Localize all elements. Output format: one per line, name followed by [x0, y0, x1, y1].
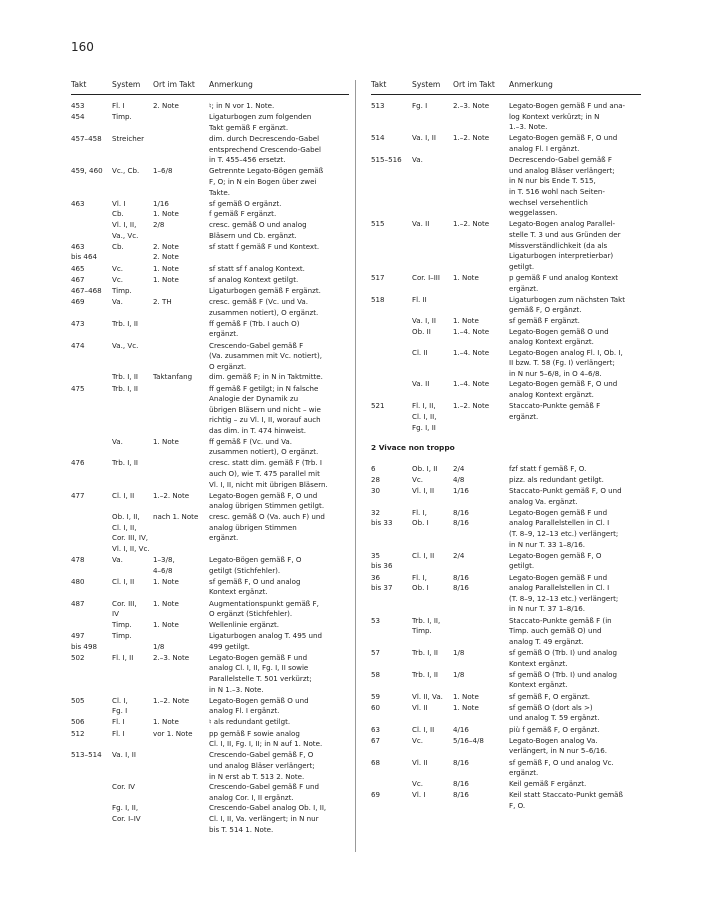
ort-cell: 2/4 [453, 550, 465, 560]
table-row [71, 555, 349, 576]
takt-cell: 475 [71, 383, 85, 393]
anmerkung-cell: ♮; in N vor 1. Note. [209, 101, 275, 110]
table-row [371, 101, 641, 133]
table-row [371, 155, 641, 219]
ort-cell: 1.–2. Note [153, 695, 190, 705]
system-cell: Trb. I, II [112, 458, 139, 468]
ort-cell: 2/4 [453, 463, 465, 473]
ort-cell: 1. Note [153, 263, 179, 273]
takt-cell: 454 [71, 112, 85, 122]
takt-cell: 6 [371, 463, 376, 473]
system-cell: Cb. [112, 241, 124, 251]
table-row [71, 729, 349, 750]
table-row [371, 486, 641, 507]
system-cell: Vc., Cb. [112, 166, 140, 176]
system-cell: Vl. I Cb. Vl. I, II, Va., Vc. [112, 198, 139, 240]
anmerkung-cell: sf gemäß F, O und analog Kontext ergänzt. [209, 576, 301, 597]
ort-cell: 8/16 [453, 789, 469, 799]
takt-cell: 518 [371, 294, 385, 304]
table-row [71, 631, 349, 652]
takt-cell: 32 bis 33 [371, 507, 393, 528]
table-row [71, 696, 349, 717]
ort-cell: 1. Note [153, 274, 179, 284]
takt-cell: 59 [371, 691, 381, 701]
table-row [71, 319, 349, 340]
header-ort: Ort im Takt [153, 80, 195, 89]
anmerkung-cell: Crescendo-Gabel gemäß F, O und analog Bläser verlängert; in N erst ab T. 513 2. Note. Crescendo-Gabel gemäß F und analog Cor. I, II ergänzt. Crescendo-Gabel analog Ob. I, II, Cl. I, II, Va. verlängert; in N nur bis T. 514 1. Note. [209, 750, 327, 834]
anmerkung-cell: Augmentationspunkt gemäß F, O ergänzt (Stichfehler). Wellenlinie ergänzt. [209, 598, 319, 629]
system-cell: Fl. I [112, 101, 125, 110]
ort-cell: 1–6/8 [153, 166, 173, 176]
ort-cell: 2. TH [153, 297, 172, 307]
table-header [371, 80, 641, 95]
ort-cell: 2. Note [153, 101, 179, 110]
takt-cell: 512 [71, 728, 85, 738]
anmerkung-cell: pp gemäß F sowie analog Cl. I, II, Fg. I, II; in N auf 1. Note. [209, 728, 323, 749]
anmerkung-cell: dim. durch Decrescendo-Gabel entsprechend Crescendo-Gabel in T. 455–456 ersetzt. [209, 133, 321, 165]
anmerkung-cell: Legato-Bogen analog Va. verlängert, in N nur 5–6/16. [509, 735, 608, 756]
header-ort: Ort im Takt [453, 80, 495, 89]
anmerkung-cell: fzf statt f gemäß F, O. [509, 463, 587, 473]
takt-cell: 505 [71, 695, 85, 705]
takt-cell: 58 [371, 669, 381, 679]
ort-cell: 8/16 8/16 [453, 572, 469, 593]
anmerkung-cell: sf gemäß F, O ergänzt. [509, 691, 590, 701]
system-cell: Streicher [112, 133, 145, 143]
system-cell: Cl. I, II [412, 724, 435, 734]
system-cell: Trb. I, II [412, 669, 439, 679]
left-rows [71, 101, 349, 835]
takt-cell: 30 [371, 486, 381, 496]
ort-cell: 1. Note 1.–4. Note 1.–4. Note 1.–4. Note [453, 315, 490, 389]
table-row [371, 401, 641, 433]
table-row [71, 101, 349, 112]
system-cell: Timp. [112, 112, 132, 122]
ort-cell: 1/16 [453, 486, 469, 496]
ort-cell: 2.–3. Note [153, 652, 190, 662]
system-cell: Va. [412, 155, 423, 165]
takt-cell: 453 [71, 101, 85, 110]
system-cell: Cl. I, Fg. I [112, 695, 128, 716]
anmerkung-cell: Decrescendo-Gabel gemäß F und analog Bläser verlängert; in N nur bis Ende T. 515, in T. 516 wohl nach Seiten- wechsel versehentlich weggelassen. [509, 155, 615, 218]
system-cell: Trb. I, II Va. [112, 383, 139, 446]
system-cell: Fl. I, II, Cl. I, II, Fg. I, II [412, 401, 437, 432]
anmerkung-cell: Ligaturbogen gemäß F ergänzt. [209, 285, 321, 295]
table-row [71, 286, 349, 297]
takt-cell: 467–468 [71, 285, 102, 295]
header-system: System [112, 80, 141, 89]
table-row [371, 616, 641, 648]
system-cell: Cl. I, II [112, 576, 135, 586]
anmerkung-cell: Ligaturbogen zum nächsten Takt gemäß F, O ergänzt. sf gemäß F ergänzt. Legato-Bogen gemäß O und analog Kontext ergänzt. Legato-Bogen analog Fl. I, Ob. I, II bzw. T. 58 (Fg. I) verlängert; in N nur 5–6/8, in O 4–6/8. Legato-Bogen gemäß F, O und analog Kontext ergänzt. [509, 294, 626, 400]
table-row [371, 273, 641, 294]
anmerkung-cell: pizz. als redundant getilgt. [509, 474, 604, 484]
table-row [71, 166, 349, 198]
takt-cell: 506 [71, 717, 85, 727]
system-cell: Timp. [112, 630, 132, 640]
ort-cell: 1. Note 1. Note [153, 598, 179, 629]
table-row [71, 341, 349, 383]
system-cell: Trb. I, II [412, 648, 439, 658]
table-row [71, 275, 349, 286]
system-cell: Va. [112, 554, 123, 564]
anmerkung-cell: p gemäß F und analog Kontext ergänzt. [509, 272, 619, 293]
system-cell: Vl. I, II [412, 486, 435, 496]
right-column [371, 80, 641, 812]
table-row [71, 717, 349, 728]
table-row [71, 577, 349, 598]
anmerkung-cell: sf gemäß F, O und analog Vc. ergänzt. Keil gemäß F ergänzt. [509, 757, 614, 788]
anmerkung-cell: Legato-Bogen gemäß F und analog Cl. I, II, Fg. I, II sowie Parallelstelle T. 501 verkürzt; in N 1.–3. Note. [209, 652, 312, 694]
takt-cell: 476 [71, 458, 85, 468]
ort-cell: 1.–2. Note [453, 219, 490, 229]
table-row [371, 219, 641, 272]
table-row [371, 736, 641, 757]
anmerkung-cell: cresc. statt dim. gemäß F (Trb. I auch O), wie T. 475 parallel mit Vl. I, II, nicht mit übrigen Bläsern. [209, 458, 328, 489]
table-row [71, 134, 349, 166]
system-cell: Vc. [412, 474, 424, 484]
anmerkung-cell: Crescendo-Gabel gemäß F (Va. zusammen mit Vc. notiert), O ergänzt. dim. gemäß F; in N in Taktmitte. [209, 340, 323, 382]
table-row [371, 703, 641, 724]
anmerkung-cell: Legato-Bögen gemäß F, O getilgt (Stichfehler). [209, 554, 302, 575]
takt-cell: 469 [71, 297, 85, 307]
takt-cell: 53 [371, 615, 381, 625]
system-cell: Va. I, II [412, 133, 436, 143]
anmerkung-cell: ff gemäß F (Trb. I auch O) ergänzt. [209, 318, 300, 339]
anmerkung-cell: Staccato-Punkte gemäß F ergänzt. [509, 401, 601, 421]
table-row [371, 573, 641, 615]
anmerkung-cell: sf statt sf f analog Kontext. [209, 263, 305, 273]
anmerkung-cell: più f gemäß F, O ergänzt. [509, 724, 600, 734]
system-cell: Va. I, II Cor. IV Fg. I, II, Cor. I–IV [112, 750, 141, 824]
ort-cell: 2. Note 2. Note [153, 241, 179, 262]
table-row [71, 297, 349, 318]
anmerkung-cell: ff gemäß F getilgt; in N falsche Analogie der Dynamik zu übrigen Bläsern und nicht – wie richtig – zu Vl. I, II, worauf auch das dim. in T. 474 hinweist. ff gemäß F (Vc. und Va. zusammen notiert), O ergänzt. [209, 383, 321, 457]
table-row [71, 491, 349, 555]
system-cell: Fg. I [412, 101, 428, 110]
system-cell: Vc. [112, 274, 124, 284]
system-cell: Fl. I [112, 717, 125, 727]
ort-cell: 1. Note [453, 691, 479, 701]
anmerkung-cell: Legato-Bogen gemäß F, O und analog Fl. I ergänzt. [509, 133, 618, 153]
table-row [71, 653, 349, 695]
takt-cell: 463 bis 464 [71, 241, 97, 262]
takt-cell: 487 [71, 598, 85, 608]
takt-cell: 497 bis 498 [71, 630, 97, 651]
page-number: 160 [71, 40, 94, 54]
table-row [371, 648, 641, 669]
header-anmerkung: Anmerkung [209, 80, 253, 89]
table-row [71, 199, 349, 241]
header-system: System [412, 80, 441, 89]
takt-cell: 69 [371, 789, 381, 799]
anmerkung-cell: Ligaturbogen zum folgenden Takt gemäß F ergänzt. [209, 112, 312, 132]
system-cell: Vl. I [412, 789, 426, 799]
takt-cell: 463 [71, 198, 85, 208]
table-row [371, 475, 641, 486]
ort-cell: 4/8 [453, 474, 465, 484]
takt-cell: 480 [71, 576, 85, 586]
takt-cell: 35 bis 36 [371, 550, 393, 571]
takt-cell: 63 [371, 724, 381, 734]
takt-cell: 465 [71, 263, 85, 273]
ort-cell: 1. Note [453, 272, 479, 282]
anmerkung-cell: sf gemäß O ergänzt. f gemäß F ergänzt. cresc. gemäß O und analog Bläsern und Cb. ergänzt. [209, 198, 307, 240]
ort-cell: 1/8 [453, 648, 465, 658]
right-rows [371, 101, 641, 433]
takt-cell: 457–458 [71, 133, 102, 143]
table-row [71, 264, 349, 275]
ort-cell: 1–3/8, 4–6/8 [153, 554, 175, 575]
anmerkung-cell: Legato-Bogen gemäß F, O getilgt. [509, 550, 602, 571]
ort-cell: 1. Note [153, 717, 179, 727]
ort-cell: 8/16 8/16 [453, 757, 469, 788]
takt-cell: 514 [371, 133, 385, 143]
ort-cell: 1/16 1. Note 2/8 [153, 198, 179, 229]
table-row [371, 133, 641, 154]
system-cell: Vl. II Vc. [412, 757, 428, 788]
takt-cell: 513 [371, 101, 385, 110]
ort-cell: 1.–2. Note [453, 133, 490, 143]
system-cell: Trb. I, II [112, 318, 139, 328]
table-row [371, 464, 641, 475]
anmerkung-cell: Staccato-Punkte gemäß F (in Timp. auch gemäß O) und analog T. 49 ergänzt. [509, 615, 612, 646]
takt-cell: 28 [371, 474, 381, 484]
system-cell: Cl. I, II Ob. I, II, Cl. I, II, Cor. III, IV, Vl. I, II, Vc. [112, 490, 150, 553]
ort-cell: 4/16 [453, 724, 469, 734]
ort-cell: 8/16 8/16 [453, 507, 469, 528]
system-cell: Timp. [112, 285, 132, 295]
ort-cell: vor 1. Note [153, 728, 193, 738]
anmerkung-cell: ♮ als redundant getilgt. [209, 717, 291, 727]
table-row [71, 242, 349, 263]
anmerkung-cell: cresc. gemäß F (Vc. und Va. zusammen notiert), O ergänzt. [209, 297, 319, 317]
system-cell: Fl. I [112, 728, 125, 738]
anmerkung-cell: Keil statt Staccato-Punkt gemäß F, O. [509, 789, 623, 810]
table-row [371, 295, 641, 401]
system-cell: Vl. II [412, 702, 428, 712]
ort-cell: 2.–3. Note [453, 101, 490, 110]
takt-cell: 477 [71, 490, 85, 500]
takt-cell: 467 [71, 274, 85, 284]
column-divider [355, 80, 356, 852]
ort-cell: 1.–2. Note nach 1. Note [153, 490, 199, 521]
ort-cell: 1. Note [153, 576, 179, 586]
system-cell: Va., Vc. Trb. I, II [112, 340, 139, 382]
system-cell: Fl. I, II [112, 652, 134, 662]
system-cell: Ob. I, II [412, 463, 438, 473]
takt-cell: 473 [71, 318, 85, 328]
table-row [371, 508, 641, 550]
table-header [71, 80, 349, 95]
anmerkung-cell: sf gemäß O (dort als >) und analog T. 59 ergänzt. [509, 702, 600, 723]
system-cell: Trb. I, II, Timp. [412, 615, 441, 636]
header-takt: Takt [371, 80, 387, 89]
table-row [371, 670, 641, 691]
takt-cell: 478 [71, 554, 85, 564]
system-cell: Vc. [112, 263, 124, 273]
anmerkung-cell: sf analog Kontext getilgt. [209, 274, 299, 284]
table-row [371, 758, 641, 790]
system-cell: Cl. I, II [412, 550, 435, 560]
system-cell: Fl. II Va. I, II Ob. II Cl. II Va. II [412, 294, 436, 389]
system-cell: Cor. I–III [412, 272, 440, 282]
anmerkung-cell: Legato-Bogen gemäß O und analog Fl. I ergänzt. [209, 695, 309, 716]
takt-cell: 57 [371, 648, 381, 658]
system-cell: Vc. [412, 735, 424, 745]
anmerkung-cell: Legato-Bogen gemäß F und ana- log Kontext verkürzt; in N 1.–3. Note. [509, 101, 626, 132]
system-cell: Cor. III, IV Timp. [112, 598, 137, 629]
anmerkung-cell: Legato-Bogen analog Parallel- stelle T. 3 und aus Gründen der Missverständlichkeit (da als Ligaturbogen interpretierbar) getilgt. [509, 219, 621, 271]
anmerkung-cell: sf gemäß O (Trb. I) und analog Kontext ergänzt. [509, 669, 617, 690]
table-row [71, 458, 349, 490]
ort-cell: 5/16–4/8 [453, 735, 484, 745]
header-takt: Takt [71, 80, 87, 89]
right-rows-section2 [371, 464, 641, 811]
ort-cell: 1. Note [453, 702, 479, 712]
ort-cell: 1. Note [153, 436, 179, 446]
anmerkung-cell: Getrennte Legato-Bögen gemäß F, O; in N ein Bogen über zwei Takte. [209, 166, 324, 197]
table-row [71, 599, 349, 631]
system-cell: Vl. II, Va. [412, 691, 443, 701]
anmerkung-cell: Legato-Bogen gemäß F und analog Parallelstellen in Cl. I (T. 8–9, 12–13 etc.) verlängert; in N nur T. 37 1–8/16. [509, 572, 619, 614]
table-row [71, 384, 349, 458]
anmerkung-cell: sf statt f gemäß F und Kontext. [209, 241, 320, 251]
takt-cell: 513–514 [71, 750, 102, 760]
ort-cell: Taktanfang [153, 372, 193, 382]
system-cell: Fl. I, Ob. I [412, 572, 429, 593]
takt-cell: 502 [71, 652, 85, 662]
system-cell: Fl. I, Ob. I [412, 507, 429, 528]
anmerkung-cell: Ligaturbogen analog T. 495 und 499 getilgt. [209, 630, 322, 651]
header-anmerkung: Anmerkung [509, 80, 553, 89]
left-column [71, 80, 349, 836]
takt-cell: 60 [371, 702, 381, 712]
table-row [371, 790, 641, 811]
table-row [371, 692, 641, 703]
system-cell: Va. [112, 297, 123, 307]
anmerkung-cell: Staccato-Punkt gemäß F, O und analog Va. ergänzt. [509, 486, 622, 506]
table-row [371, 725, 641, 736]
anmerkung-cell: sf gemäß O (Trb. I) und analog Kontext ergänzt. [509, 648, 617, 668]
takt-cell: 474 [71, 340, 85, 350]
takt-cell: 521 [371, 401, 385, 411]
table-row [71, 750, 349, 835]
ort-cell: 1/8 [153, 641, 165, 651]
anmerkung-cell: Legato-Bogen gemäß F, O und analog übrigen Stimmen getilgt. cresc. gemäß O (Va. auch F) und analog übrigen Stimmen ergänzt. [209, 490, 325, 543]
takt-cell: 68 [371, 757, 381, 767]
ort-cell: 1.–2. Note [453, 401, 490, 411]
takt-cell: 517 [371, 272, 385, 282]
table-row [371, 551, 641, 572]
takt-cell: 515–516 [371, 155, 402, 165]
anmerkung-cell: Legato-Bogen gemäß F und analog Parallelstellen in Cl. I (T. 8–9, 12–13 etc.) verlängert; in N nur T. 33 1–8/16. [509, 507, 619, 549]
table-row [71, 112, 349, 133]
ort-cell: 1/8 [453, 669, 465, 679]
system-cell: Va. II [412, 219, 430, 229]
takt-cell: 459, 460 [71, 166, 103, 176]
takt-cell: 36 bis 37 [371, 572, 393, 593]
takt-cell: 515 [371, 219, 385, 229]
takt-cell: 67 [371, 735, 381, 745]
section-title: 2 Vivace non troppo [371, 443, 455, 453]
